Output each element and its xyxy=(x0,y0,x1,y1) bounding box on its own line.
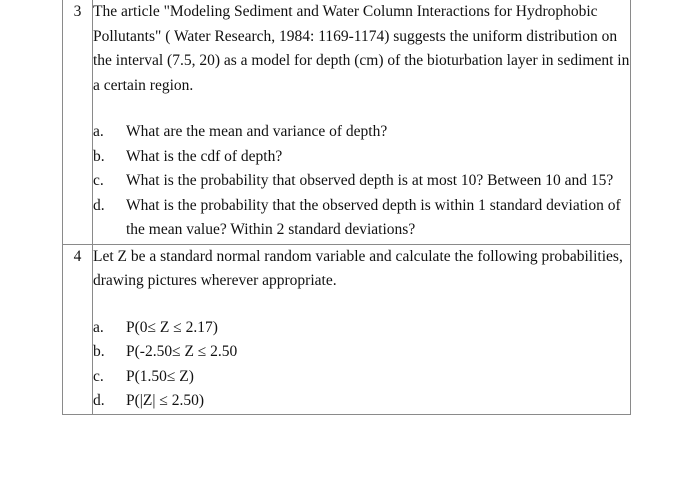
sub-question-letter: a. xyxy=(93,318,104,336)
sub-question xyxy=(93,316,630,341)
problem-row xyxy=(63,244,631,414)
sub-question-letter: c. xyxy=(93,367,104,385)
sub-question-text: P(|Z| ≤ 2.50) xyxy=(126,392,204,409)
problem-number: 3 xyxy=(63,0,93,244)
sub-question-text: P(1.50≤ Z) xyxy=(126,367,194,385)
sub-question xyxy=(93,145,630,170)
sub-question xyxy=(93,389,630,414)
problem-statement: Let Z be a standard normal random variable and calculate the following probabilities, drawing pictures wherever appropriate. xyxy=(93,247,623,289)
sub-question-text: What is the cdf of depth? xyxy=(126,147,283,165)
sub-question-list xyxy=(93,120,630,243)
problems-table xyxy=(62,0,631,415)
problem-row xyxy=(63,0,631,244)
spacer xyxy=(93,294,630,316)
sub-question-letter: a. xyxy=(93,123,104,140)
spacer xyxy=(93,98,630,120)
sub-question-text: P(-2.50≤ Z ≤ 2.50 xyxy=(126,343,238,360)
sub-question xyxy=(93,120,630,145)
sub-question-letter: b. xyxy=(93,343,105,360)
problem-body xyxy=(93,244,631,414)
sub-question xyxy=(93,365,630,390)
sub-question-letter: d. xyxy=(93,392,105,409)
sub-question xyxy=(93,169,630,194)
sub-question-letter: c. xyxy=(93,172,104,189)
sub-question-list xyxy=(93,316,630,414)
sub-question-text: What are the mean and variance of depth? xyxy=(126,123,388,140)
sub-question xyxy=(93,194,630,243)
problem-statement: The article "Modeling Sediment and Water Column Interactions for Hydrophobic Pollutants" ( Water Research, 1984: 1169-1174) suggests the uniform distribution on the interval (7.5, 20) as a model for depth (cm) of the bioturbation layer in sediment in a certain region. xyxy=(93,3,630,94)
sub-question xyxy=(93,340,630,365)
sub-question-text: What is the probability that observed depth is at most 10? Between 10 and 15? xyxy=(126,172,614,189)
problem-body xyxy=(93,0,631,244)
sub-question-text: P(0≤ Z ≤ 2.17) xyxy=(126,318,218,336)
problem-number: 4 xyxy=(63,244,93,414)
sub-question-text: What is the probability that the observed depth is within 1 standard deviation of the mean value? Within 2 standard deviations? xyxy=(126,196,621,238)
sub-question-letter: b. xyxy=(93,147,105,165)
sub-question-letter: d. xyxy=(93,196,105,214)
